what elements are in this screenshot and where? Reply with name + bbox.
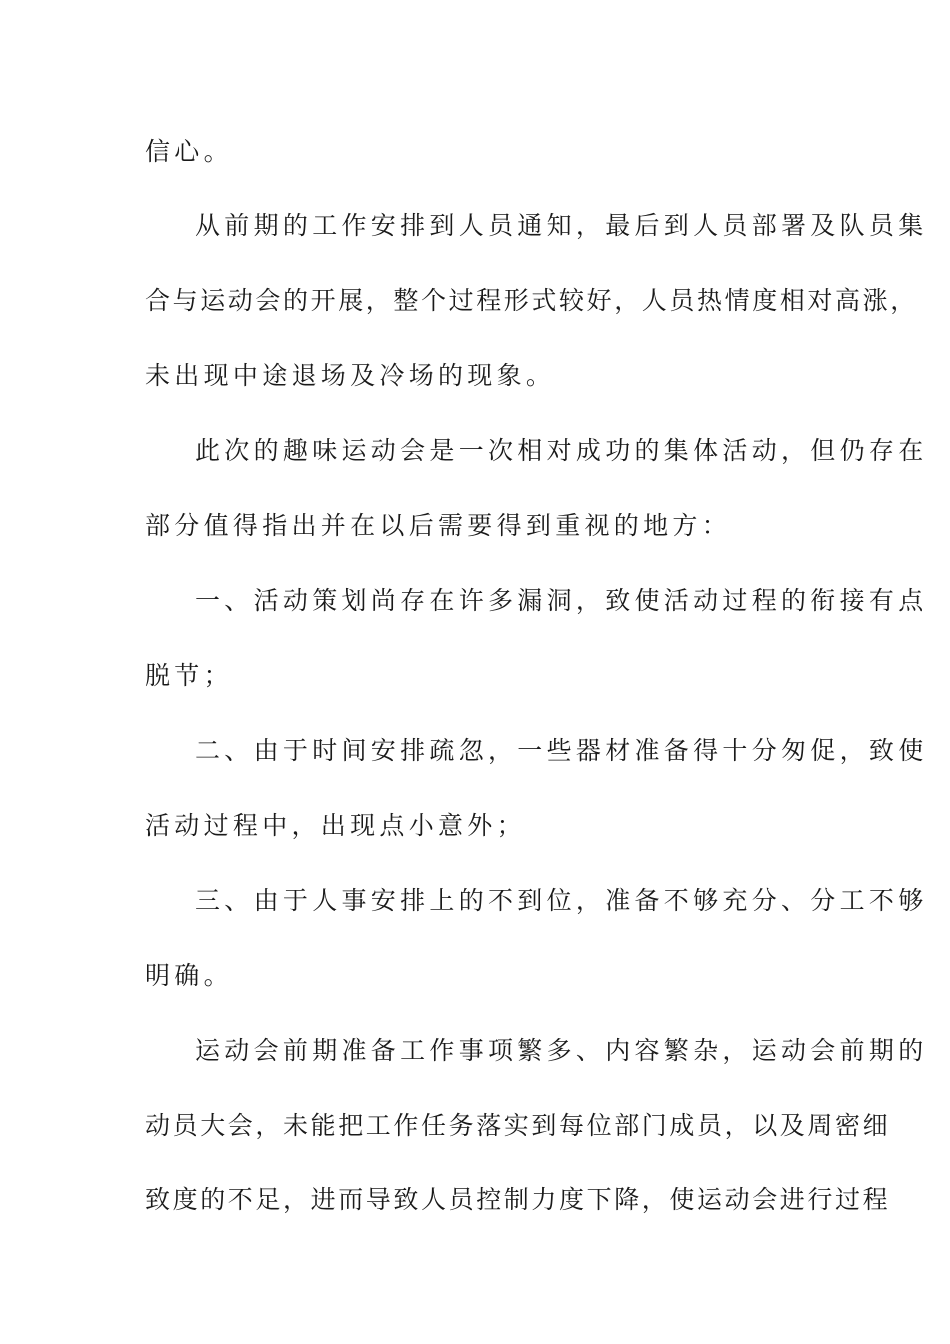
list-item-first-line: 一、活动策划尚存在许多漏洞，致使活动过程的衔接有点 <box>195 586 928 615</box>
text-line: 脱节； <box>145 661 233 690</box>
text-line: 合与运动会的开展，整个过程形式较好，人员热情度相对高涨， <box>145 286 918 315</box>
text-line: 部分值得指出并在以后需要得到重视的地方： <box>145 511 732 540</box>
text-line: 明确。 <box>145 961 233 990</box>
list-item-first-line: 三、由于人事安排上的不到位，准备不够充分、分工不够 <box>195 886 928 915</box>
paragraph-first-line: 从前期的工作安排到人员通知，最后到人员部署及队员集 <box>195 211 928 240</box>
text-line: 活动过程中，出现点小意外； <box>145 811 526 840</box>
text-line: 致度的不足，进而导致人员控制力度下降，使运动会进行过程 <box>145 1185 891 1214</box>
paragraph-first-line: 此次的趣味运动会是一次相对成功的集体活动，但仍存在 <box>195 436 928 465</box>
paragraph-first-line: 运动会前期准备工作事项繁多、内容繁杂，运动会前期的 <box>195 1036 928 1065</box>
text-line: 未出现中途退场及冷场的现象。 <box>145 361 556 390</box>
text-line: 动员大会，未能把工作任务落实到每位部门成员，以及周密细 <box>145 1111 891 1140</box>
text-line: 信心。 <box>145 137 233 166</box>
list-item-first-line: 二、由于时间安排疏忽，一些器材准备得十分匆促，致使 <box>195 736 928 765</box>
